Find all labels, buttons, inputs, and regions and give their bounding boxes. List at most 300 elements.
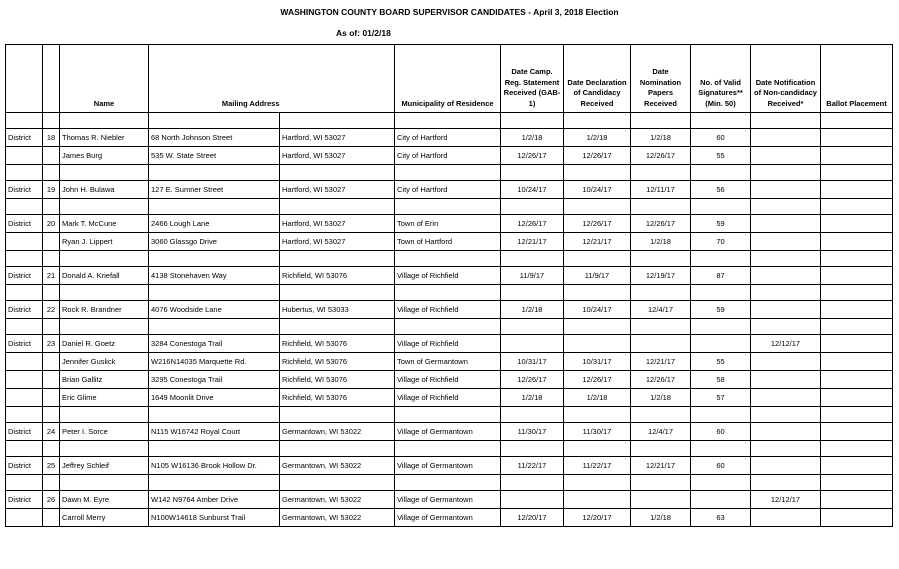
- valid-signatures: 57: [691, 389, 751, 407]
- camp-reg-col-header: Date Camp. Reg. Statement Received (GAB-1): [501, 45, 564, 113]
- mailing-city: Richfield, WI 53076: [280, 371, 395, 389]
- table-row: [6, 267, 893, 285]
- candidate-name: Carroll Merry: [60, 509, 149, 527]
- camp-reg-date: [501, 491, 564, 509]
- municipality: Town of Hartford: [395, 233, 501, 251]
- valid-signatures: [691, 491, 751, 509]
- mailing-street: N115 W16742 Royal Court: [149, 423, 280, 441]
- ballot-placement: [821, 233, 893, 251]
- empty-cell: [564, 285, 631, 301]
- empty-cell: [60, 407, 149, 423]
- municipality: Village of Germantown: [395, 457, 501, 475]
- declaration-date: 10/24/17: [564, 301, 631, 319]
- nomination-date: 12/21/17: [631, 353, 691, 371]
- empty-cell: [564, 319, 631, 335]
- empty-cell: [751, 165, 821, 181]
- district-label: District: [6, 215, 43, 233]
- empty-cell: [6, 441, 43, 457]
- mailing-city: Richfield, WI 53076: [280, 353, 395, 371]
- ballot-placement: [821, 147, 893, 165]
- nomination-date: [631, 491, 691, 509]
- municipality: Village of Richfield: [395, 371, 501, 389]
- empty-cell: [43, 199, 60, 215]
- declaration-date: 12/26/17: [564, 147, 631, 165]
- non-candidacy-date: [751, 147, 821, 165]
- empty-cell: [395, 475, 501, 491]
- declaration-date: [564, 335, 631, 353]
- municipality: Village of Germantown: [395, 423, 501, 441]
- header-row: [6, 45, 893, 113]
- empty-cell: [691, 113, 751, 129]
- table-row: [6, 233, 893, 251]
- table-row: [6, 215, 893, 233]
- mailing-city: Hartford, WI 53027: [280, 147, 395, 165]
- empty-cell: [691, 407, 751, 423]
- empty-cell: [280, 113, 395, 129]
- empty-cell: [43, 285, 60, 301]
- empty-cell: [821, 441, 893, 457]
- empty-cell: [6, 475, 43, 491]
- declaration-date: 12/26/17: [564, 215, 631, 233]
- empty-cell: [691, 285, 751, 301]
- nomination-date: 12/4/17: [631, 423, 691, 441]
- valid-signatures: 63: [691, 509, 751, 527]
- district-label: District: [6, 181, 43, 199]
- mailing-city: Hartford, WI 53027: [280, 129, 395, 147]
- table-row: [6, 301, 893, 319]
- empty-cell: [691, 165, 751, 181]
- candidate-name: Thomas R. Niebler: [60, 129, 149, 147]
- ballot-placement: [821, 389, 893, 407]
- district-number: [43, 353, 60, 371]
- spacer-row: [6, 319, 893, 335]
- district-number: [43, 389, 60, 407]
- empty-cell: [60, 251, 149, 267]
- signatures-col-header: No. of Valid Signatures** (Min. 50): [691, 45, 751, 113]
- empty-cell: [149, 285, 280, 301]
- district-number: 24: [43, 423, 60, 441]
- declaration-date: 12/21/17: [564, 233, 631, 251]
- non-candidacy-date: [751, 389, 821, 407]
- non-candidacy-date: [751, 509, 821, 527]
- non-candidacy-col-header: Date Notification of Non-candidacy Received*: [751, 45, 821, 113]
- district-label: District: [6, 491, 43, 509]
- district-label: District: [6, 335, 43, 353]
- district-number: [43, 147, 60, 165]
- mailing-street: N105 W16136 Brook Hollow Dr.: [149, 457, 280, 475]
- city-col-header: [280, 45, 395, 113]
- camp-reg-date: 12/26/17: [501, 371, 564, 389]
- nomination-date: 1/2/18: [631, 129, 691, 147]
- empty-cell: [280, 251, 395, 267]
- mailing-street: 1649 Moonlit Drive: [149, 389, 280, 407]
- municipality: Town of Erin: [395, 215, 501, 233]
- mailing-city: Germantown, WI 53022: [280, 423, 395, 441]
- empty-cell: [631, 407, 691, 423]
- ballot-placement: [821, 267, 893, 285]
- empty-cell: [60, 441, 149, 457]
- empty-cell: [751, 319, 821, 335]
- district-number: [43, 233, 60, 251]
- ballot-placement: [821, 491, 893, 509]
- non-candidacy-date: [751, 267, 821, 285]
- declaration-date: 12/26/17: [564, 371, 631, 389]
- municipality: Village of Germantown: [395, 491, 501, 509]
- table-body: [6, 113, 893, 527]
- valid-signatures: 60: [691, 423, 751, 441]
- declaration-col-header: Date Declaration of Candidacy Received: [564, 45, 631, 113]
- district-number: 19: [43, 181, 60, 199]
- empty-cell: [751, 113, 821, 129]
- empty-cell: [280, 441, 395, 457]
- declaration-date: 1/2/18: [564, 129, 631, 147]
- spacer-row: [6, 285, 893, 301]
- district-number: 20: [43, 215, 60, 233]
- valid-signatures: 60: [691, 129, 751, 147]
- empty-cell: [6, 251, 43, 267]
- ballot-placement: [821, 353, 893, 371]
- spacer-row: [6, 407, 893, 423]
- empty-cell: [395, 407, 501, 423]
- district-label: [6, 147, 43, 165]
- mailing-city: Richfield, WI 53076: [280, 335, 395, 353]
- empty-cell: [6, 319, 43, 335]
- candidate-name: Ryan J. Lippert: [60, 233, 149, 251]
- empty-cell: [564, 407, 631, 423]
- empty-cell: [631, 475, 691, 491]
- camp-reg-date: 1/2/18: [501, 129, 564, 147]
- empty-cell: [631, 165, 691, 181]
- empty-cell: [149, 475, 280, 491]
- mailing-address-col-header: Mailing Address: [149, 45, 280, 113]
- empty-cell: [43, 407, 60, 423]
- mailing-city: Richfield, WI 53076: [280, 267, 395, 285]
- camp-reg-date: 11/9/17: [501, 267, 564, 285]
- mailing-street: 127 E. Sumner Street: [149, 181, 280, 199]
- non-candidacy-date: [751, 371, 821, 389]
- as-of-date: As of: 01/2/18: [336, 28, 391, 38]
- district-number: 21: [43, 267, 60, 285]
- empty-cell: [501, 285, 564, 301]
- candidate-name: Dawn M. Eyre: [60, 491, 149, 509]
- empty-cell: [60, 165, 149, 181]
- empty-cell: [149, 251, 280, 267]
- empty-cell: [501, 165, 564, 181]
- empty-cell: [564, 251, 631, 267]
- empty-cell: [6, 113, 43, 129]
- valid-signatures: [691, 335, 751, 353]
- empty-cell: [395, 319, 501, 335]
- empty-cell: [501, 441, 564, 457]
- empty-cell: [43, 319, 60, 335]
- district-label: District: [6, 129, 43, 147]
- valid-signatures: 56: [691, 181, 751, 199]
- table-row: [6, 389, 893, 407]
- nomination-date: 1/2/18: [631, 389, 691, 407]
- nomination-date: 12/4/17: [631, 301, 691, 319]
- ballot-placement: [821, 301, 893, 319]
- table-row: [6, 335, 893, 353]
- declaration-date: 11/30/17: [564, 423, 631, 441]
- empty-cell: [501, 475, 564, 491]
- district-label: [6, 353, 43, 371]
- empty-cell: [691, 319, 751, 335]
- district-label: [6, 233, 43, 251]
- spacer-row: [6, 113, 893, 129]
- empty-cell: [395, 251, 501, 267]
- table-row: [6, 181, 893, 199]
- district-label: District: [6, 267, 43, 285]
- empty-cell: [280, 319, 395, 335]
- declaration-date: 10/31/17: [564, 353, 631, 371]
- empty-cell: [6, 407, 43, 423]
- declaration-date: 11/9/17: [564, 267, 631, 285]
- mailing-city: Hubertus, WI 53033: [280, 301, 395, 319]
- district-number: 25: [43, 457, 60, 475]
- ballot-placement: [821, 423, 893, 441]
- nomination-date: 12/26/17: [631, 215, 691, 233]
- district-number: 22: [43, 301, 60, 319]
- empty-cell: [6, 199, 43, 215]
- district-label: [6, 371, 43, 389]
- valid-signatures: 59: [691, 215, 751, 233]
- empty-cell: [43, 475, 60, 491]
- empty-cell: [280, 165, 395, 181]
- mailing-street: 4076 Woodside Lane: [149, 301, 280, 319]
- empty-cell: [501, 407, 564, 423]
- candidate-name: Rock R. Brandner: [60, 301, 149, 319]
- spacer-row: [6, 199, 893, 215]
- empty-cell: [6, 285, 43, 301]
- empty-cell: [149, 165, 280, 181]
- nomination-date: 1/2/18: [631, 509, 691, 527]
- empty-cell: [149, 113, 280, 129]
- mailing-street: W216N14035 Marquette Rd.: [149, 353, 280, 371]
- valid-signatures: 58: [691, 371, 751, 389]
- empty-cell: [501, 251, 564, 267]
- municipality: Village of Richfield: [395, 335, 501, 353]
- empty-cell: [395, 165, 501, 181]
- nomination-date: 12/19/17: [631, 267, 691, 285]
- empty-cell: [821, 113, 893, 129]
- camp-reg-date: 11/30/17: [501, 423, 564, 441]
- candidate-name: Eric Glime: [60, 389, 149, 407]
- district-label: [6, 389, 43, 407]
- declaration-date: 10/24/17: [564, 181, 631, 199]
- spacer-row: [6, 251, 893, 267]
- empty-cell: [631, 441, 691, 457]
- valid-signatures: 70: [691, 233, 751, 251]
- spacer-row: [6, 441, 893, 457]
- empty-cell: [43, 113, 60, 129]
- empty-cell: [60, 113, 149, 129]
- ballot-placement: [821, 181, 893, 199]
- empty-cell: [501, 113, 564, 129]
- mailing-city: Richfield, WI 53076: [280, 389, 395, 407]
- ballot-placement: [821, 371, 893, 389]
- ballot-placement: [821, 509, 893, 527]
- empty-cell: [821, 251, 893, 267]
- empty-cell: [6, 165, 43, 181]
- empty-cell: [149, 407, 280, 423]
- district-label: District: [6, 457, 43, 475]
- mailing-street: 4138 Stonehaven Way: [149, 267, 280, 285]
- valid-signatures: 55: [691, 353, 751, 371]
- empty-cell: [821, 475, 893, 491]
- empty-cell: [821, 285, 893, 301]
- camp-reg-date: 11/22/17: [501, 457, 564, 475]
- candidate-name: Mark T. McCune: [60, 215, 149, 233]
- candidate-name: Daniel R. Goetz: [60, 335, 149, 353]
- district-number: [43, 509, 60, 527]
- district-number: 23: [43, 335, 60, 353]
- nomination-date: 12/26/17: [631, 147, 691, 165]
- empty-cell: [631, 285, 691, 301]
- valid-signatures: 55: [691, 147, 751, 165]
- non-candidacy-date: [751, 129, 821, 147]
- empty-cell: [821, 319, 893, 335]
- empty-cell: [821, 165, 893, 181]
- candidate-name: Peter I. Sorce: [60, 423, 149, 441]
- declaration-date: 12/20/17: [564, 509, 631, 527]
- camp-reg-date: 12/20/17: [501, 509, 564, 527]
- empty-cell: [821, 199, 893, 215]
- name-col-header: Name: [60, 45, 149, 113]
- camp-reg-date: 12/26/17: [501, 147, 564, 165]
- empty-cell: [280, 407, 395, 423]
- mailing-street: N100W14618 Sunburst Trail: [149, 509, 280, 527]
- non-candidacy-date: [751, 181, 821, 199]
- candidates-table: [5, 44, 893, 527]
- table-row: [6, 353, 893, 371]
- non-candidacy-date: 12/12/17: [751, 491, 821, 509]
- mailing-city: Hartford, WI 53027: [280, 215, 395, 233]
- mailing-city: Germantown, WI 53022: [280, 509, 395, 527]
- mailing-street: 535 W. State Street: [149, 147, 280, 165]
- ballot-placement: [821, 457, 893, 475]
- ballot-placement: [821, 129, 893, 147]
- empty-cell: [751, 199, 821, 215]
- empty-cell: [60, 285, 149, 301]
- empty-cell: [280, 199, 395, 215]
- empty-cell: [60, 319, 149, 335]
- municipality-col-header: Municipality of Residence: [395, 45, 501, 113]
- mailing-city: Hartford, WI 53027: [280, 181, 395, 199]
- district-col-header: [6, 45, 43, 113]
- mailing-street: 3060 Glassgo Drive: [149, 233, 280, 251]
- municipality: City of Hartford: [395, 129, 501, 147]
- candidate-name: Jennifer Guslick: [60, 353, 149, 371]
- empty-cell: [751, 285, 821, 301]
- table-row: [6, 491, 893, 509]
- municipality: Town of Germantown: [395, 353, 501, 371]
- mailing-city: Germantown, WI 53022: [280, 491, 395, 509]
- candidate-name: James Burg: [60, 147, 149, 165]
- empty-cell: [691, 441, 751, 457]
- non-candidacy-date: [751, 233, 821, 251]
- district-label: [6, 509, 43, 527]
- empty-cell: [751, 441, 821, 457]
- declaration-date: [564, 491, 631, 509]
- empty-cell: [395, 199, 501, 215]
- district-number: [43, 371, 60, 389]
- camp-reg-date: 10/24/17: [501, 181, 564, 199]
- spacer-row: [6, 475, 893, 491]
- empty-cell: [43, 165, 60, 181]
- number-col-header: [43, 45, 60, 113]
- municipality: Village of Richfield: [395, 267, 501, 285]
- table-row: [6, 423, 893, 441]
- mailing-street: 2466 Lough Lane: [149, 215, 280, 233]
- municipality: City of Hartford: [395, 181, 501, 199]
- ballot-placement: [821, 335, 893, 353]
- empty-cell: [501, 199, 564, 215]
- empty-cell: [564, 165, 631, 181]
- municipality: Village of Germantown: [395, 509, 501, 527]
- table-row: [6, 371, 893, 389]
- empty-cell: [631, 199, 691, 215]
- camp-reg-date: 12/26/17: [501, 215, 564, 233]
- nomination-date: 1/2/18: [631, 233, 691, 251]
- empty-cell: [395, 285, 501, 301]
- declaration-date: 11/22/17: [564, 457, 631, 475]
- page-title: WASHINGTON COUNTY BOARD SUPERVISOR CANDIDATES - April 3, 2018 Election: [280, 7, 619, 17]
- empty-cell: [149, 319, 280, 335]
- candidate-name: Brian Gallitz: [60, 371, 149, 389]
- mailing-street: 3295 Conestoga Trail: [149, 371, 280, 389]
- empty-cell: [691, 251, 751, 267]
- nomination-col-header: Date Nomination Papers Received: [631, 45, 691, 113]
- empty-cell: [43, 251, 60, 267]
- candidate-name: John H. Bulawa: [60, 181, 149, 199]
- municipality: Village of Richfield: [395, 301, 501, 319]
- empty-cell: [60, 475, 149, 491]
- camp-reg-date: [501, 335, 564, 353]
- non-candidacy-date: [751, 215, 821, 233]
- empty-cell: [691, 475, 751, 491]
- empty-cell: [280, 285, 395, 301]
- municipality: Village of Richfield: [395, 389, 501, 407]
- non-candidacy-date: 12/12/17: [751, 335, 821, 353]
- camp-reg-date: 1/2/18: [501, 389, 564, 407]
- valid-signatures: 59: [691, 301, 751, 319]
- empty-cell: [631, 251, 691, 267]
- empty-cell: [751, 407, 821, 423]
- non-candidacy-date: [751, 301, 821, 319]
- nomination-date: 12/26/17: [631, 371, 691, 389]
- district-label: District: [6, 301, 43, 319]
- spacer-row: [6, 165, 893, 181]
- camp-reg-date: 1/2/18: [501, 301, 564, 319]
- empty-cell: [149, 441, 280, 457]
- declaration-date: 1/2/18: [564, 389, 631, 407]
- empty-cell: [821, 407, 893, 423]
- empty-cell: [751, 475, 821, 491]
- non-candidacy-date: [751, 457, 821, 475]
- empty-cell: [564, 441, 631, 457]
- table-row: [6, 457, 893, 475]
- empty-cell: [395, 113, 501, 129]
- municipality: City of Hartford: [395, 147, 501, 165]
- empty-cell: [751, 251, 821, 267]
- district-number: 26: [43, 491, 60, 509]
- nomination-date: 12/21/17: [631, 457, 691, 475]
- empty-cell: [149, 199, 280, 215]
- table-row: [6, 147, 893, 165]
- nomination-date: [631, 335, 691, 353]
- empty-cell: [631, 113, 691, 129]
- empty-cell: [43, 441, 60, 457]
